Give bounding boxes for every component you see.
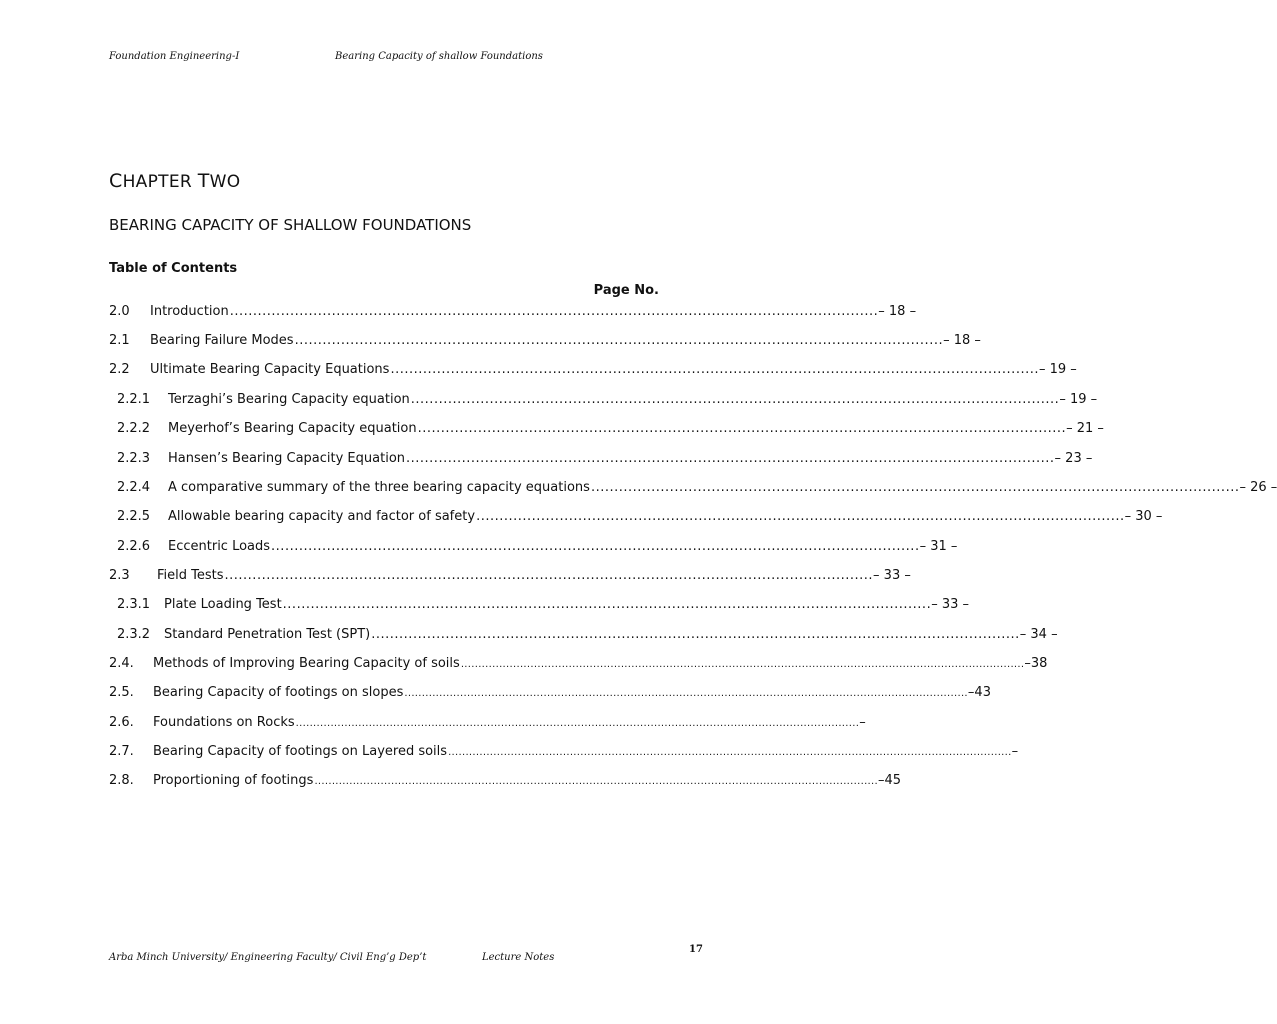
toc-entry-page: – 31 – bbox=[919, 539, 958, 554]
toc-entry-title: Standard Penetration Test (SPT) bbox=[164, 627, 371, 642]
toc-entry-2-3[interactable] bbox=[109, 568, 911, 586]
header-center: Bearing Capacity of shallow Foundations bbox=[335, 51, 543, 62]
toc-entry-title: Proportioning of footings bbox=[153, 773, 314, 788]
toc-entry-page: – 34 – bbox=[1019, 627, 1058, 642]
toc-entry-page: – 30 – bbox=[1124, 509, 1163, 524]
toc-entry-number: 2.0 bbox=[109, 304, 130, 319]
toc-entry-page: – bbox=[1011, 744, 1019, 759]
toc-entry-number: 2.8. bbox=[109, 773, 134, 788]
chapter-word-rest: HAPTER bbox=[122, 172, 192, 192]
toc-entry-number: 2.7. bbox=[109, 744, 134, 759]
toc-entry-page: – 19 – bbox=[1059, 392, 1098, 407]
toc-entry-title: Bearing Capacity of footings on slopes bbox=[153, 685, 404, 700]
toc-entry-title: Meyerhof’s Bearing Capacity equation bbox=[168, 421, 417, 436]
chapter-number-rest: WO bbox=[209, 172, 241, 192]
toc-entry-2-2-4[interactable] bbox=[117, 480, 1277, 498]
toc-entry-page: –45 bbox=[878, 773, 902, 788]
leader-dots: ............................................................................................................................................ bbox=[390, 362, 1039, 377]
toc-entry-page: – 33 – bbox=[931, 597, 970, 612]
leader-dots: .................................................................................................................................................................. bbox=[460, 659, 1025, 670]
page-number: 17 bbox=[689, 944, 703, 955]
toc-entry-page: – 19 – bbox=[1038, 362, 1077, 377]
leader-dots: .................................................................................................................................................................. bbox=[448, 747, 1012, 758]
toc-entry-title: Methods of Improving Bearing Capacity of soils bbox=[153, 656, 460, 671]
toc-entry-2-3-2[interactable] bbox=[117, 627, 1058, 645]
leader-dots: ............................................................................................................................................ bbox=[294, 333, 944, 348]
toc-entry-number: 2.3.2 bbox=[117, 627, 151, 642]
toc-entry-2-6[interactable] bbox=[109, 715, 866, 733]
toc-entry-2-0[interactable] bbox=[109, 304, 917, 322]
toc-entry-number: 2.3.1 bbox=[117, 597, 151, 612]
header-left: Foundation Engineering-I bbox=[109, 51, 240, 62]
toc-entry-title: Plate Loading Test bbox=[164, 597, 282, 612]
toc-entry-number: 2.2.2 bbox=[117, 421, 151, 436]
footer-left: Arba Minch University/ Engineering Faculty/ Civil Eng’g Dep’t bbox=[109, 952, 427, 963]
chapter-initial-t: T bbox=[197, 170, 210, 192]
toc-entry-2-2-3[interactable] bbox=[117, 451, 1093, 469]
toc-entry-title: Ultimate Bearing Capacity Equations bbox=[150, 362, 390, 377]
toc-entry-2-7[interactable] bbox=[109, 744, 1019, 762]
toc-entry-page: –43 bbox=[967, 685, 991, 700]
toc-entry-2-8[interactable] bbox=[109, 773, 902, 791]
toc-entry-number: 2.2 bbox=[109, 362, 130, 377]
toc-entry-number: 2.6. bbox=[109, 715, 134, 730]
chapter-subtitle: BEARING CAPACITY OF SHALLOW FOUNDATIONS bbox=[109, 216, 472, 234]
toc-entry-number: 2.3 bbox=[109, 568, 130, 583]
toc-entry-number: 2.2.6 bbox=[117, 539, 151, 554]
toc-entry-title: A comparative summary of the three bearing capacity equations bbox=[168, 480, 590, 495]
toc-entry-number: 2.5. bbox=[109, 685, 134, 700]
leader-dots: .................................................................................................................................................................. bbox=[404, 688, 968, 699]
toc-entry-number: 2.2.3 bbox=[117, 451, 151, 466]
leader-dots: .................................................................................................................................................................. bbox=[314, 776, 878, 787]
leader-dots: .................................................................................................................................................................. bbox=[295, 718, 860, 729]
toc-entry-page: – 18 – bbox=[878, 304, 917, 319]
toc-entry-page: – 18 – bbox=[943, 333, 981, 348]
toc-entry-title: Field Tests bbox=[157, 568, 224, 583]
toc-entry-number: 2.4. bbox=[109, 656, 134, 671]
toc-entry-title: Allowable bearing capacity and factor of safety bbox=[168, 509, 476, 524]
leader-dots: ............................................................................................................................................ bbox=[371, 627, 1020, 642]
toc-title: Table of Contents bbox=[109, 261, 238, 276]
toc-entry-2-2-6[interactable] bbox=[117, 539, 958, 557]
toc-entry-number: 2.2.5 bbox=[117, 509, 151, 524]
toc-entry-title: Eccentric Loads bbox=[168, 539, 271, 554]
toc-entry-page: – 26 – bbox=[1239, 480, 1277, 495]
toc-entry-2-4[interactable] bbox=[109, 656, 1048, 674]
toc-entry-page: – bbox=[859, 715, 866, 730]
toc-entry-page: –38 bbox=[1024, 656, 1048, 671]
toc-entry-title: Foundations on Rocks bbox=[153, 715, 295, 730]
toc-entry-2-3-1[interactable] bbox=[117, 597, 970, 615]
toc-entry-2-2-5[interactable] bbox=[117, 509, 1163, 527]
toc-entry-2-5[interactable] bbox=[109, 685, 991, 703]
leader-dots: ............................................................................................................................................ bbox=[410, 392, 1060, 407]
toc-entry-number: 2.1 bbox=[109, 333, 130, 348]
leader-dots: ............................................................................................................................................ bbox=[406, 451, 1055, 466]
toc-entry-2-2[interactable] bbox=[109, 362, 1077, 380]
toc-entry-title: Bearing Capacity of footings on Layered soils bbox=[153, 744, 448, 759]
chapter-initial-c: C bbox=[109, 170, 123, 192]
toc-entry-page: – 33 – bbox=[873, 568, 911, 583]
toc-entry-2-2-1[interactable] bbox=[117, 392, 1098, 410]
toc-entry-title: Terzaghi’s Bearing Capacity equation bbox=[168, 392, 410, 407]
toc-entry-2-2-2[interactable] bbox=[117, 421, 1104, 439]
toc-entry-number: 2.2.1 bbox=[117, 392, 151, 407]
toc-entry-title: Hansen’s Bearing Capacity Equation bbox=[168, 451, 406, 466]
leader-dots: ............................................................................................................................................ bbox=[271, 539, 920, 554]
toc-entry-title: Introduction bbox=[150, 304, 229, 319]
leader-dots: ............................................................................................................................................ bbox=[417, 421, 1067, 436]
leader-dots: ............................................................................................................................................ bbox=[476, 509, 1125, 524]
page-number-column-header: Page No. bbox=[593, 283, 659, 298]
leader-dots: ............................................................................................................................................ bbox=[282, 597, 932, 612]
toc-entry-2-1[interactable] bbox=[109, 333, 981, 351]
toc-entry-page: – 23 – bbox=[1054, 451, 1093, 466]
leader-dots: ............................................................................................................................................ bbox=[229, 304, 879, 319]
leader-dots: ............................................................................................................................................ bbox=[224, 568, 874, 583]
toc-entry-number: 2.2.4 bbox=[117, 480, 151, 495]
toc-entry-page: – 21 – bbox=[1066, 421, 1104, 436]
footer-center: Lecture Notes bbox=[482, 952, 555, 963]
toc-entry-title: Bearing Failure Modes bbox=[150, 333, 294, 348]
leader-dots: ............................................................................................................................................ bbox=[590, 480, 1240, 495]
chapter-title bbox=[109, 170, 240, 192]
